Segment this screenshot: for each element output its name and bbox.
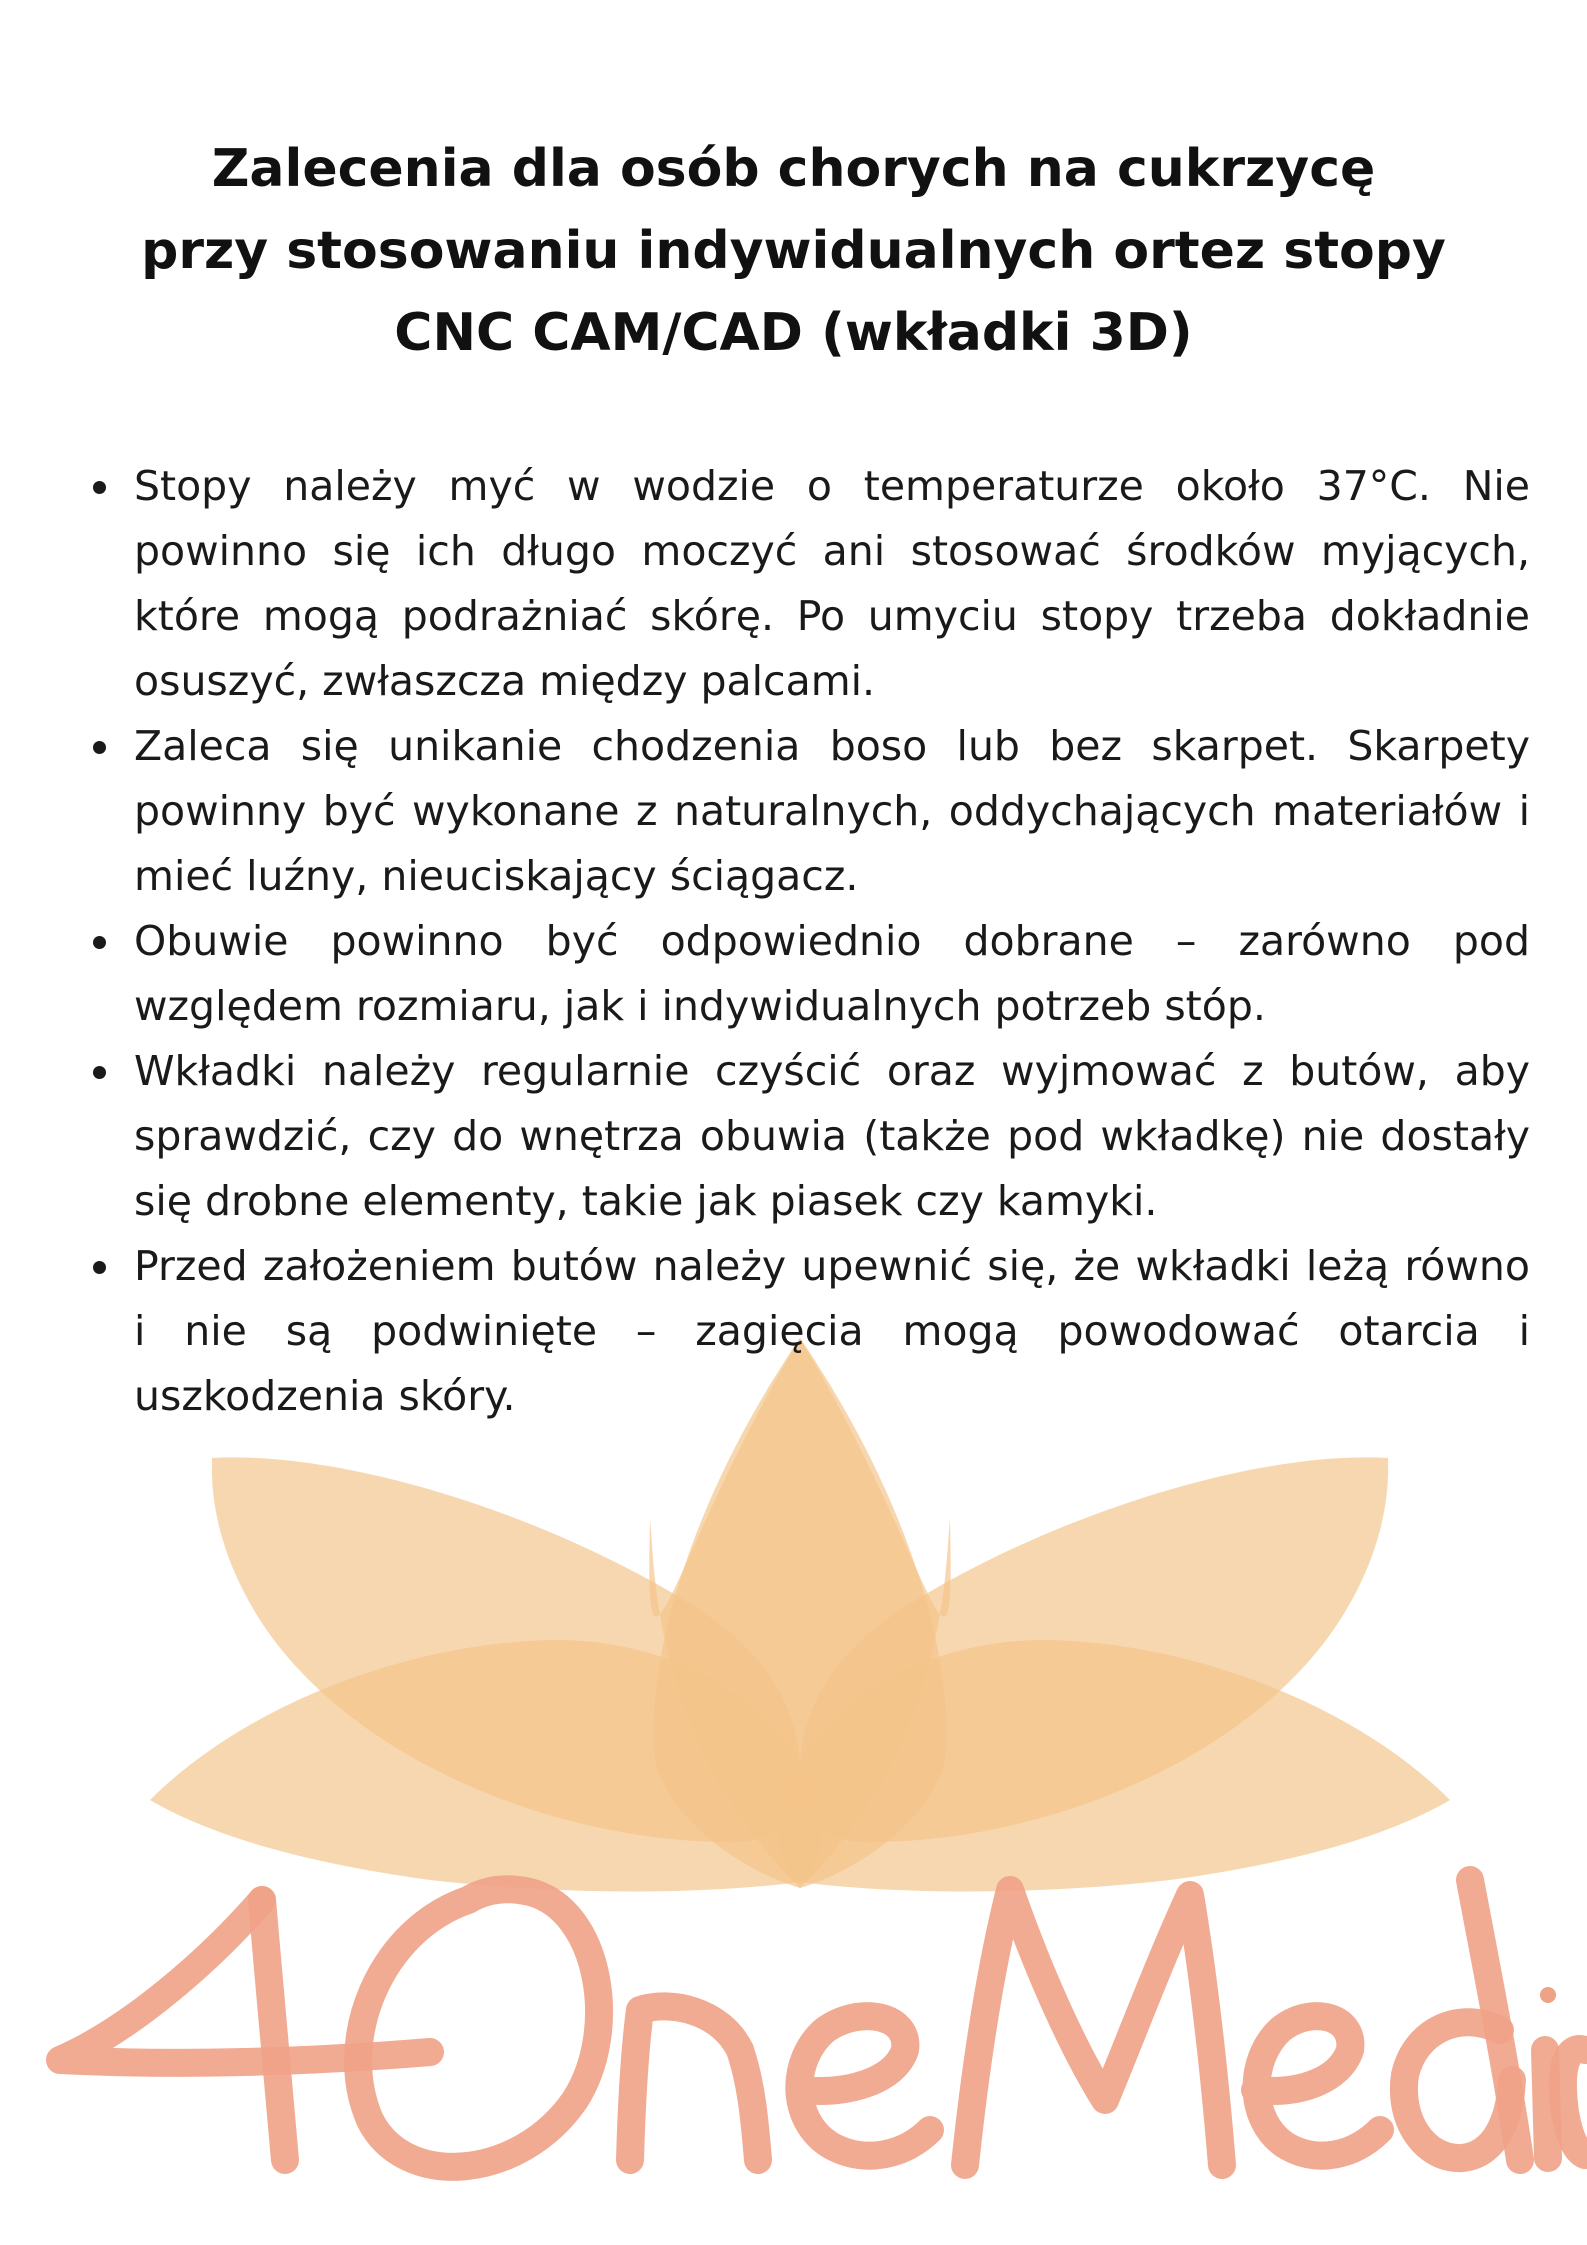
recommendations-list xyxy=(134,454,1530,1429)
brand-lettering-4onemedica xyxy=(60,1880,1585,2167)
bullet-icon xyxy=(93,481,106,494)
list-item-text: Zaleca się unikanie chodzenia boso lub bez skarpet. Skarpety powinny być wykonane z naturalnych, oddychających materiałów i mieć luźny, nieuciskający ściągacz. xyxy=(134,722,1530,900)
list-item-text: Wkładki należy regularnie czyścić oraz wyjmować z butów, aby sprawdzić, czy do wnętrza obuwia (także pod wkładkę) nie dostały się drobne elementy, takie jak piasek czy kamyki. xyxy=(134,1047,1530,1225)
list-item xyxy=(134,714,1530,909)
list-item-text: Przed założeniem butów należy upewnić się, że wkładki leżą równo i nie są podwinięte – zagięcia mogą powodować otarcia i uszkodzenia skóry. xyxy=(134,1242,1530,1420)
bullet-icon xyxy=(93,741,106,754)
title-line-1: Zalecenia dla osób chorych na cukrzycę xyxy=(211,139,1376,199)
list-item xyxy=(134,1234,1530,1429)
bullet-icon xyxy=(93,1066,106,1079)
list-item-text: Stopy należy myć w wodzie o temperaturze około 37°C. Nie powinno się ich długo moczyć ani stosować środków myjących, które mogą podrażniać skórę. Po umyciu stopy trzeba dokładnie osuszyć, zwłaszcza między palcami. xyxy=(134,462,1530,705)
document-title xyxy=(80,128,1507,374)
list-item xyxy=(134,454,1530,714)
list-item xyxy=(134,1039,1530,1234)
bullet-icon xyxy=(93,936,106,949)
bullet-icon xyxy=(93,1261,106,1274)
list-item xyxy=(134,909,1530,1039)
title-line-2: przy stosowaniu indywidualnych ortez stopy xyxy=(141,221,1446,281)
list-item-text: Obuwie powinno być odpowiednio dobrane – zarówno pod względem rozmiaru, jak i indywidualnych potrzeb stóp. xyxy=(134,917,1530,1030)
title-line-3: CNC CAM/CAD (wkładki 3D) xyxy=(394,303,1193,363)
